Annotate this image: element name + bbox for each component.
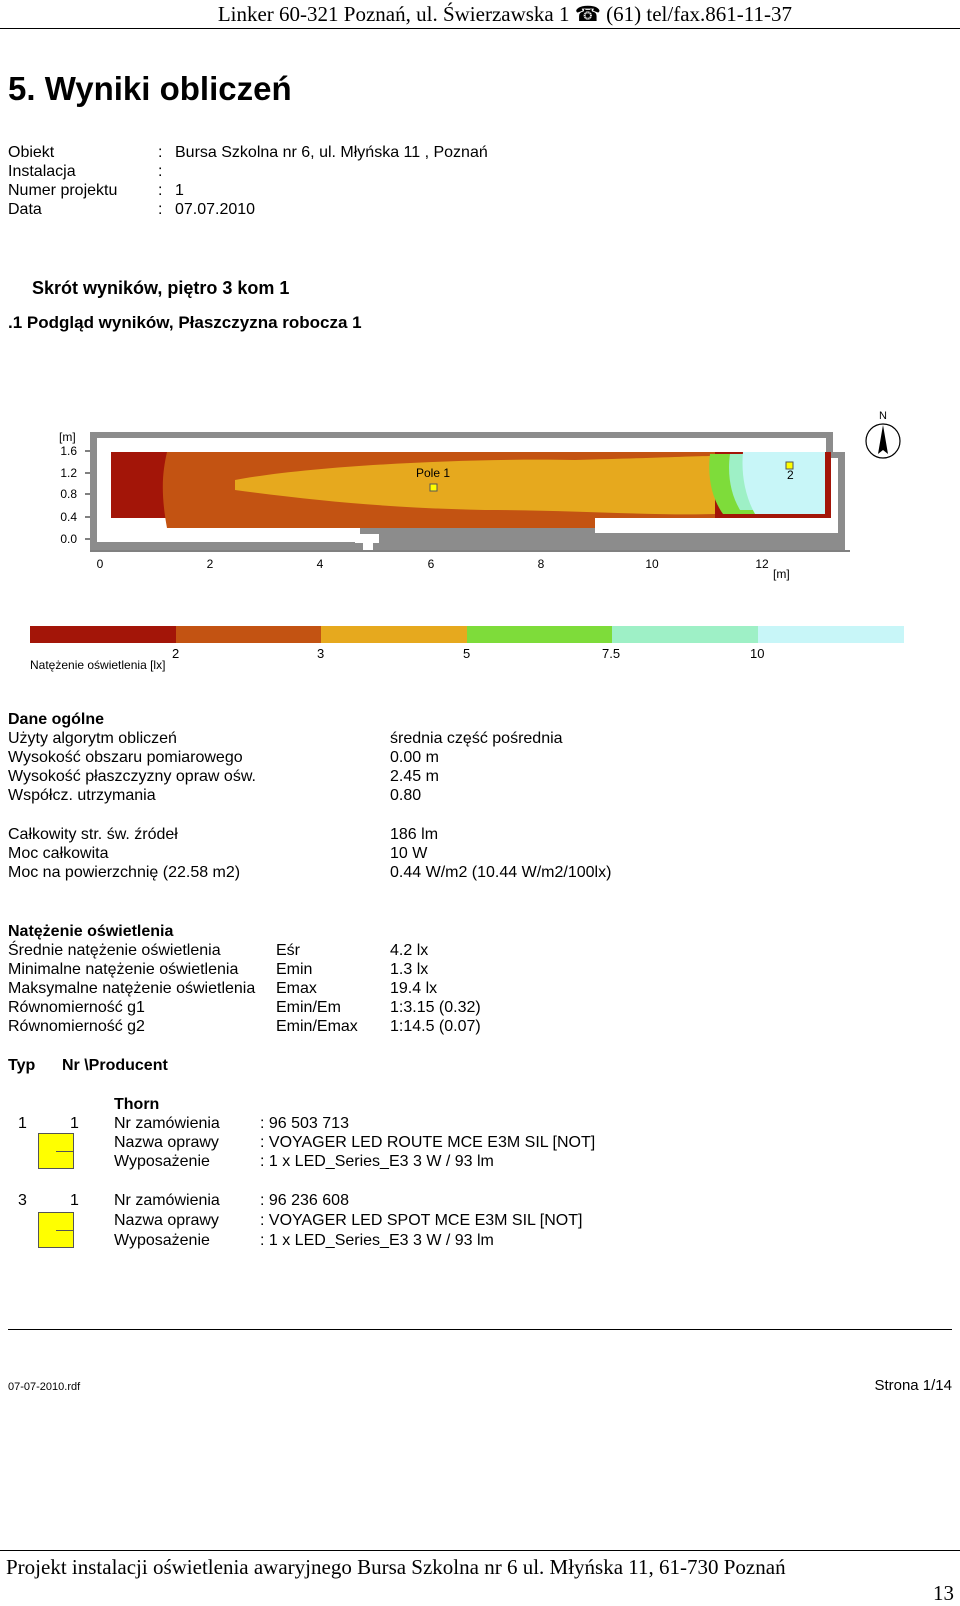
x-tick: 0 xyxy=(96,557,104,571)
luminaire-typ: 1 xyxy=(18,1115,27,1132)
luminaire-equip: : 1 x LED_Series_E3 3 W / 93 lm xyxy=(260,1232,494,1249)
luminaire-equip-label: Wyposażenie xyxy=(114,1232,210,1249)
svg-text:N: N xyxy=(879,410,887,422)
page-footer-number: 13 xyxy=(933,1581,954,1605)
legend-tick: 10 xyxy=(750,646,765,661)
meta-row-installation: Instalacja : xyxy=(8,163,163,180)
luminaire-symbol-icon xyxy=(38,1133,74,1169)
luminaire-marker xyxy=(430,484,437,491)
x-tick: 2 xyxy=(206,557,214,571)
legend-swatch xyxy=(467,626,612,643)
header-text: Linker 60-321 Poznań, ul. Świerzawska 1 ☎ (61) tel/fax.861-11-37 xyxy=(217,2,792,26)
x-tick: 8 xyxy=(537,557,545,571)
legend-swatch xyxy=(30,626,176,643)
x-tick: 12 xyxy=(755,557,769,571)
legend-tick: 3 xyxy=(317,646,325,661)
floor-plan xyxy=(55,410,935,600)
meta-row-date: Data : 07.07.2010 xyxy=(8,201,256,218)
x-tick: 6 xyxy=(427,557,435,571)
luminaire-order: : 96 503 713 xyxy=(260,1115,349,1132)
preview-title: .1 Podgląd wyników, Płaszczyzna robocza 1 xyxy=(8,313,362,332)
y-tick: 1.2 xyxy=(60,466,77,480)
summary-title: Skrót wyników, piętro 3 kom 1 xyxy=(32,278,290,298)
field-label: Pole 1 xyxy=(416,466,451,480)
y-tick: 1.6 xyxy=(60,444,77,458)
illuminance-title: Natężenie oświetlenia xyxy=(8,923,174,940)
luminaire-col-typ: Typ xyxy=(8,1057,36,1074)
luminaire-equip: : 1 x LED_Series_E3 3 W / 93 lm xyxy=(260,1153,494,1170)
luminaire-col-nr: Nr \Producent xyxy=(62,1057,168,1074)
luminaire-producer: Thorn xyxy=(114,1096,160,1113)
legend-swatch xyxy=(612,626,758,643)
page-footer-text: Projekt instalacji oświetlenia awaryjnego Bursa Szkolna nr 6 ul. Młyńska 11, 61-730 Poznań xyxy=(6,1555,786,1579)
legend-tick: 5 xyxy=(463,646,471,661)
x-tick: 4 xyxy=(316,557,324,571)
meta-row-project-number: Numer projektu : 1 xyxy=(8,182,184,199)
iso-zone-gt10 xyxy=(743,452,826,514)
luminaire-typ: 3 xyxy=(18,1192,27,1209)
luminaire-name: : VOYAGER LED ROUTE MCE E3M SIL [NOT] xyxy=(260,1134,596,1151)
luminaire-name-label: Nazwa oprawy xyxy=(114,1134,219,1151)
plan-y-unit: [m] xyxy=(59,430,76,444)
legend-swatch xyxy=(758,626,904,643)
north-arrow-icon xyxy=(866,410,900,458)
luminaire-equip-label: Wyposażenie xyxy=(114,1153,210,1170)
page-header xyxy=(0,0,960,29)
page-title: 5. Wyniki obliczeń xyxy=(8,70,292,107)
y-tick: 0.8 xyxy=(60,487,77,501)
meta-row-object: Obiekt : Bursa Szkolna nr 6, ul. Młyńska 11 , Poznań xyxy=(8,144,488,161)
legend-swatch xyxy=(176,626,321,643)
luminaire-label: 2 xyxy=(787,468,794,482)
luminaire-name-label: Nazwa oprawy xyxy=(114,1212,219,1229)
legend-caption: Natężenie oświetlenia [lx] xyxy=(30,658,166,672)
legend-tick: 2 xyxy=(172,646,180,661)
luminaire-order-label: Nr zamówienia xyxy=(114,1115,220,1132)
luminaire-order: : 96 236 608 xyxy=(260,1192,349,1209)
doc-file-name: 07-07-2010.rdf xyxy=(8,1381,81,1393)
y-tick: 0.0 xyxy=(60,532,77,546)
luminaire-order-label: Nr zamówienia xyxy=(114,1192,220,1209)
luminaire-nr: 1 xyxy=(70,1192,79,1209)
legend-tick: 7.5 xyxy=(602,646,621,661)
y-tick: 0.4 xyxy=(60,510,77,524)
footer-rule xyxy=(8,1329,952,1330)
plan-x-unit: [m] xyxy=(773,567,790,581)
page-footer xyxy=(0,1550,960,1605)
general-title: Dane ogólne xyxy=(8,711,105,728)
luminaire-nr: 1 xyxy=(70,1115,79,1132)
legend-swatch xyxy=(321,626,467,643)
luminaire-symbol-icon xyxy=(38,1212,74,1248)
illuminance-legend xyxy=(30,626,904,643)
x-tick: 10 xyxy=(645,557,659,571)
doc-page-number: Strona 1/14 xyxy=(874,1377,952,1394)
luminaire-name: : VOYAGER LED SPOT MCE E3M SIL [NOT] xyxy=(260,1212,583,1229)
